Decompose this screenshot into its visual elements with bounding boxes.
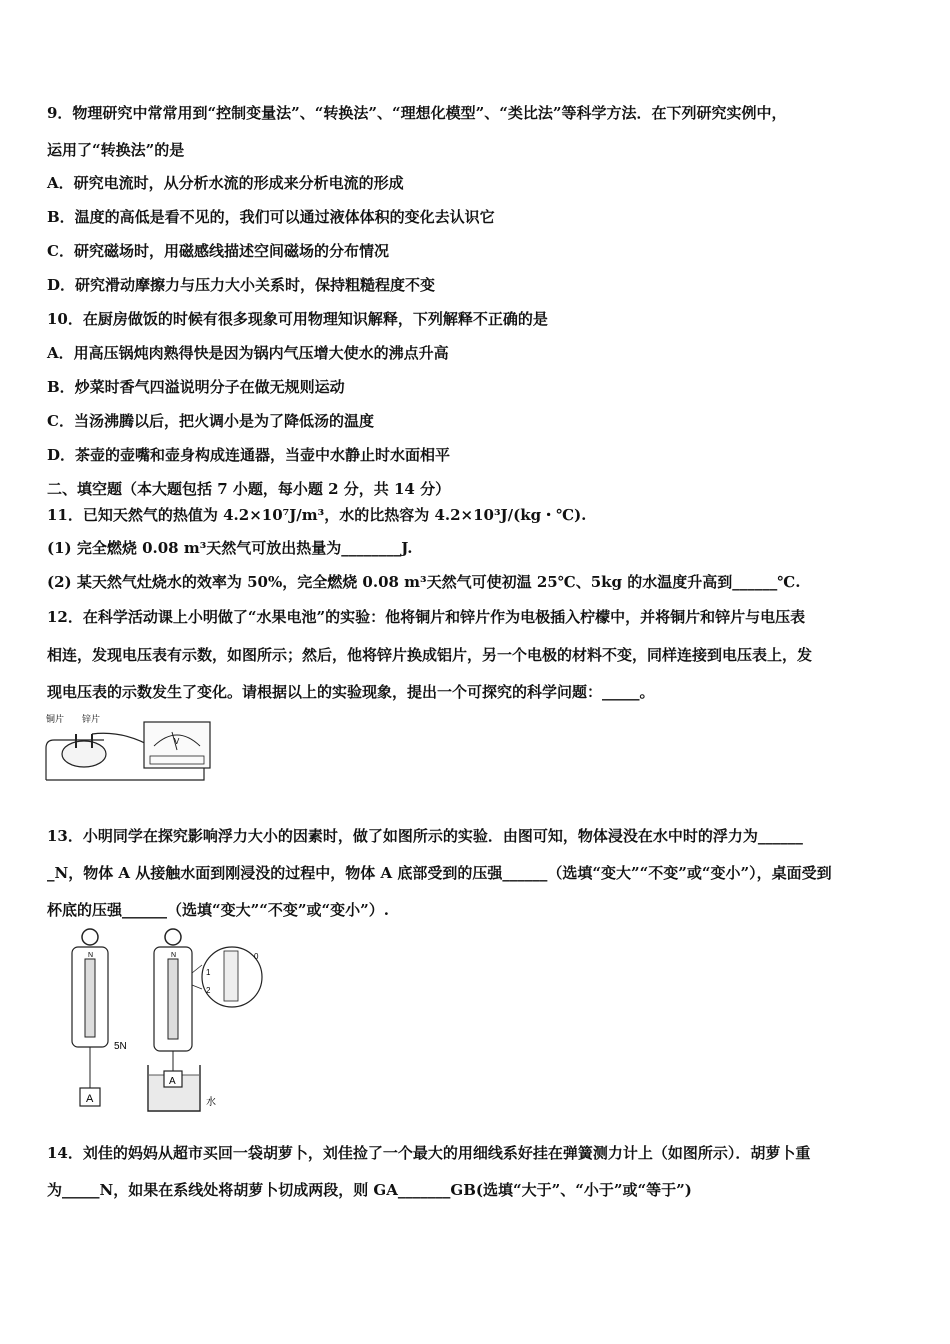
mag-tick-2: 2 bbox=[206, 986, 211, 995]
q13-line1: 13．小明同学在探究影响浮力大小的因素时，做了如图所示的实验．由图可知，物体浸没在水中时的浮力为______ bbox=[47, 827, 803, 845]
q9-option-b: B．温度的高低是看不见的，我们可以通过液体体积的变化去认识它 bbox=[47, 208, 495, 226]
lemon bbox=[62, 741, 106, 767]
q9-stem-line1: 9．物理研究中常常用到“控制变量法”、“转换法”、“理想化模型”、“类比法”等科学方法．在下列研究实例中， bbox=[47, 104, 787, 122]
zinc-label: 锌片 bbox=[82, 714, 101, 724]
q13-line2: _N，物体 A 从接触水面到刚浸没的过程中，物体 A 底部受到的压强______（选填“变大”“不变”或“变小”），桌面受到 bbox=[47, 864, 832, 882]
scale-5n-label: 5N bbox=[114, 1041, 127, 1052]
section-heading: 二、填空题（本大题包括 7 小题，每小题 2 分，共 14 分） bbox=[47, 480, 451, 498]
scale-unit-right: N bbox=[171, 952, 177, 959]
q10-option-c: C．当汤沸腾以后，把火调小是为了降低汤的温度 bbox=[47, 412, 374, 430]
mag-tick-1: 1 bbox=[206, 968, 211, 977]
q12-line1: 12．在科学活动课上小明做了“水果电池”的实验：他将铜片和锌片作为电极插入柠檬中，并将铜片和锌片与电压表 bbox=[47, 608, 806, 626]
voltmeter-symbol: V bbox=[174, 737, 180, 746]
q11-part1: (1) 完全燃烧 0.08 m³天然气可放出热量为________J. bbox=[47, 539, 413, 557]
q12-line2: 相连，发现电压表有示数，如图所示；然后，他将锌片换成铝片，另一个电极的材料不变，同样连接到电压表上，发 bbox=[47, 646, 813, 664]
mag-tick-0: 0 bbox=[254, 952, 259, 961]
q10-option-d: D．茶壶的壶嘴和壶身构成连通器，当壶中水静止时水面相平 bbox=[47, 446, 451, 464]
copper-label: 铜片 bbox=[46, 714, 65, 724]
q9-option-d: D．研究滑动摩擦力与压力大小关系时，保持粗糙程度不变 bbox=[47, 276, 436, 294]
q9-stem-line2: 运用了“转换法”的是 bbox=[47, 141, 185, 159]
object-a-label-right: A bbox=[169, 1076, 176, 1087]
q14-line2: 为_____N，如果在系线处将胡萝卜切成两段，则 GA_______GB(选填“大于”、“小于”或“等于”) bbox=[47, 1181, 692, 1199]
q10-option-a: A．用高压锅炖肉熟得快是因为锅内气压增大使水的沸点升高 bbox=[47, 344, 449, 362]
q11-part2: (2) 某天然气灶烧水的效率为 50%，完全燃烧 0.08 m³天然气可使初温 25℃、5kg 的水温度升高到______℃. bbox=[47, 573, 801, 591]
fruit-battery-figure bbox=[44, 710, 224, 782]
water-label: 水 bbox=[206, 1097, 216, 1108]
scale-unit-left: N bbox=[88, 952, 94, 959]
q11-stem: 11．已知天然气的热值为 4.2×10⁷J/m³，水的比热容为 4.2×10³J/(kg・℃). bbox=[47, 506, 587, 524]
q9-option-c: C．研究磁场时，用磁感线描述空间磁场的分布情况 bbox=[47, 242, 389, 260]
q10-stem: 10．在厨房做饭的时候有很多现象可用物理知识解释，下列解释不正确的是 bbox=[47, 310, 548, 328]
buoyancy-figure bbox=[60, 925, 280, 1115]
q10-option-b: B．炒菜时香气四溢说明分子在做无规则运动 bbox=[47, 378, 345, 396]
q13-line3: 杯底的压强______（选填“变大”“不变”或“变小”）. bbox=[47, 901, 389, 919]
q14-line1: 14．刘佳的妈妈从超市买回一袋胡萝卜，刘佳捡了一个最大的用细线系好挂在弹簧测力计上（如图所示）．胡萝卜重 bbox=[47, 1144, 811, 1162]
q12-line3: 现电压表的示数发生了变化。请根据以上的实验现象，提出一个可探究的科学问题：_____。 bbox=[47, 683, 655, 701]
q9-option-a: A．研究电流时，从分析水流的形成来分析电流的形成 bbox=[47, 174, 404, 192]
object-a-label-left: A bbox=[86, 1093, 94, 1105]
